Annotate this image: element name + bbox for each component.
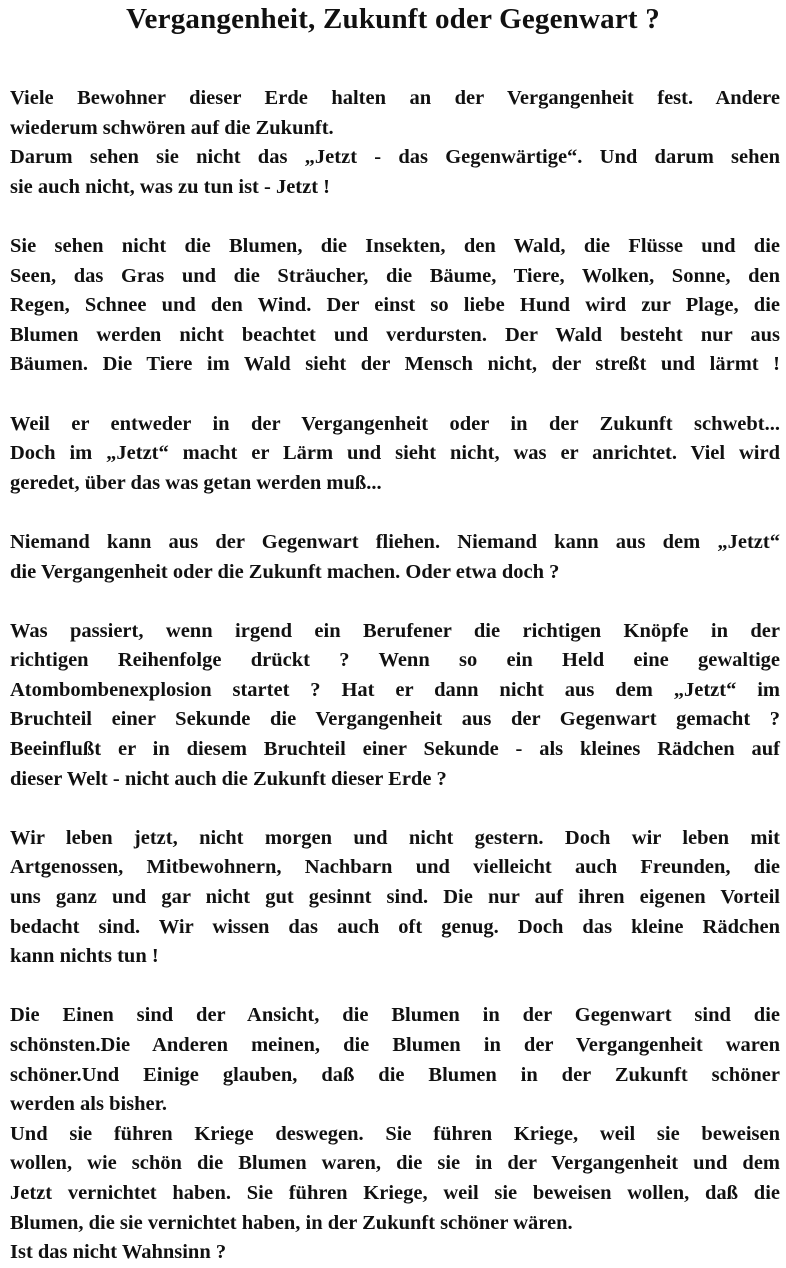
text-line: sie auch nicht, was zu tun ist - Jetzt ! [10, 175, 331, 198]
paragraph-7 [10, 1001, 780, 1267]
text-line: Sie sehen nicht die Blumen, die Insekten, den Wald, die Flüsse und die [10, 234, 780, 257]
text-line: wiederum schwören auf die Zukunft. [10, 116, 334, 139]
text-line: kann nichts tun ! [10, 945, 159, 968]
text-line: Blumen werden nicht beachtet und verdursten. Der Wald besteht nur aus [10, 323, 780, 346]
text-line: dieser Welt - nicht auch die Zukunft dieser Erde ? [10, 767, 447, 790]
text-line: uns ganz und gar nicht gut gesinnt sind. Die nur auf ihren eigenen Vorteil [10, 886, 780, 909]
text-line: schönsten.Die Anderen meinen, die Blumen in der Vergangenheit waren [10, 1034, 780, 1056]
paragraph-2 [10, 232, 780, 380]
paragraph-6 [10, 824, 780, 972]
paragraph-5 [10, 617, 780, 795]
text-line: richtigen Reihenfolge drückt ? Wenn so ein Held eine gewaltige [10, 649, 780, 672]
text-line: die Vergangenheit oder die Zukunft machen. Oder etwa doch ? [10, 560, 560, 583]
paragraph-4 [10, 528, 780, 587]
document-body [10, 84, 780, 1268]
text-line: Bruchteil einer Sekunde die Vergangenheit aus der Gegenwart gemacht ? [10, 708, 780, 731]
text-line: Was passiert, wenn irgend ein Berufener die richtigen Knöpfe in der [10, 619, 780, 642]
text-line: Die Einen sind der Ansicht, die Blumen in der Gegenwart sind die [10, 1004, 780, 1027]
text-line: Beeinflußt er in diesem Bruchteil einer Sekunde - als kleines Rädchen auf [10, 738, 780, 761]
text-line: Jetzt vernichtet haben. Sie führen Kriege, weil sie beweisen wollen, daß die [10, 1181, 780, 1204]
text-line: Seen, das Gras und die Sträucher, die Bäume, Tiere, Wolken, Sonne, den [10, 264, 780, 287]
text-line: Weil er entweder in der Vergangenheit oder in der Zukunft schwebt... [10, 412, 780, 435]
text-line: geredet, über das was getan werden muß... [10, 471, 382, 494]
text-line: Doch im „Jetzt“ macht er Lärm und sieht nicht, was er anrichtet. Viel wird [10, 442, 780, 465]
text-line: schöner.Und Einige glauben, daß die Blumen in der Zukunft schöner [10, 1063, 780, 1086]
text-line: Atombombenexplosion startet ? Hat er dann nicht aus dem „Jetzt“ im [10, 678, 780, 701]
text-line: Wir leben jetzt, nicht morgen und nicht gestern. Doch wir leben mit [10, 826, 780, 849]
paragraph-3 [10, 410, 780, 499]
text-line: Artgenossen, Mitbewohnern, Nachbarn und vielleicht auch Freunden, die [10, 856, 780, 879]
text-line: wollen, wie schön die Blumen waren, die sie in der Vergangenheit und dem [10, 1152, 780, 1175]
text-line: bedacht sind. Wir wissen das auch oft genug. Doch das kleine Rädchen [10, 915, 780, 938]
paragraph-1 [10, 84, 780, 202]
text-line: Niemand kann aus der Gegenwart fliehen. Niemand kann aus dem „Jetzt“ [10, 530, 780, 553]
text-line: Regen, Schnee und den Wind. Der einst so liebe Hund wird zur Plage, die [10, 294, 780, 317]
text-line: Viele Bewohner dieser Erde halten an der Vergangenheit fest. Andere [10, 87, 780, 109]
text-line: Bäumen. Die Tiere im Wald sieht der Mensch nicht, der streßt und lärmt ! [10, 353, 780, 376]
text-line: Ist das nicht Wahnsinn ? [10, 1241, 227, 1264]
text-line: werden als bisher. [10, 1093, 167, 1116]
text-line: Darum sehen sie nicht das „Jetzt - das Gegenwärtige“. Und darum sehen [10, 146, 780, 169]
page-title: Vergangenheit, Zukunft oder Gegenwart ? [126, 3, 660, 35]
text-line: Blumen, die sie vernichtet haben, in der Zukunft schöner wären. [10, 1211, 573, 1234]
text-line: Und sie führen Kriege deswegen. Sie führen Kriege, weil sie beweisen [10, 1122, 780, 1145]
